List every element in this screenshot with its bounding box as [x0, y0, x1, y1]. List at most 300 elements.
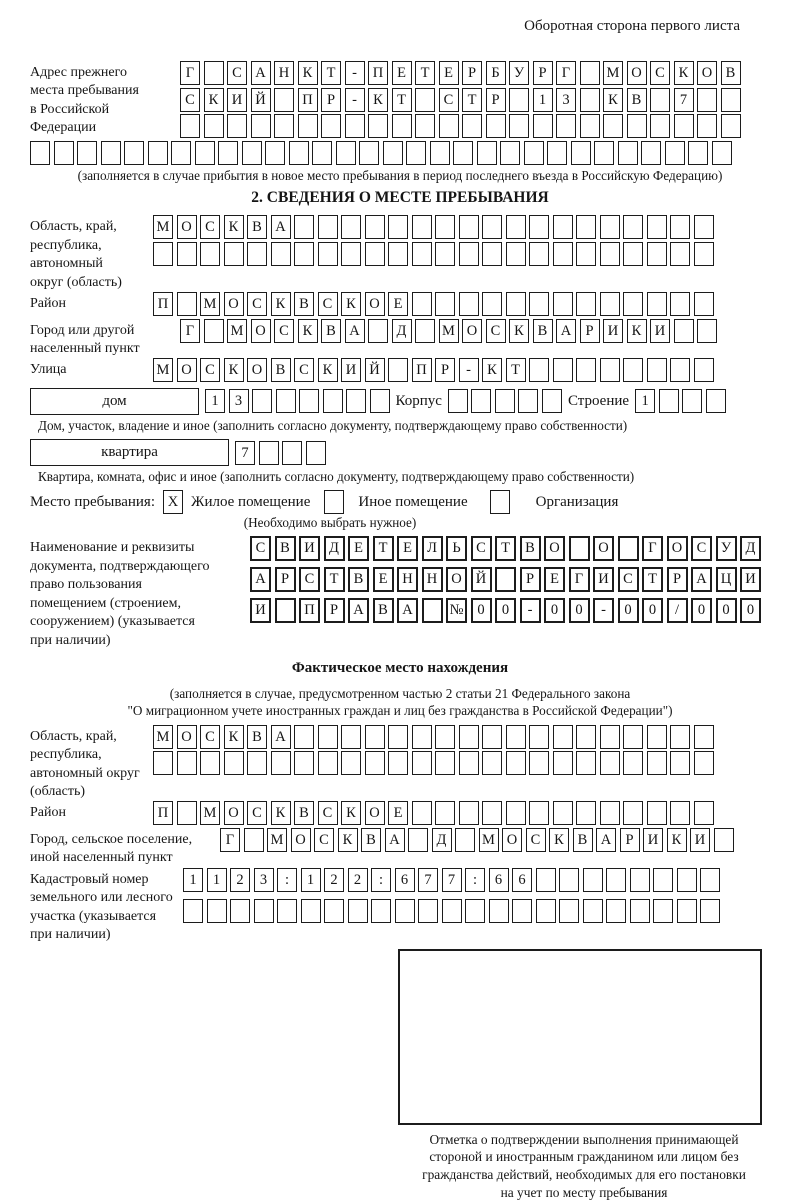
char-cell[interactable]: К	[509, 319, 529, 343]
char-cell[interactable]	[177, 751, 197, 775]
char-cell[interactable]: 7	[235, 441, 255, 465]
char-cell[interactable]: 0	[618, 598, 639, 623]
char-cell[interactable]: Е	[348, 536, 369, 561]
char-cell[interactable]	[580, 114, 600, 138]
char-cell[interactable]	[529, 292, 549, 316]
char-cell[interactable]	[674, 114, 694, 138]
char-cell[interactable]	[200, 751, 220, 775]
char-cell[interactable]	[412, 725, 432, 749]
char-cell[interactable]: Т	[506, 358, 526, 382]
char-cell[interactable]: О	[224, 801, 244, 825]
char-cell[interactable]	[571, 141, 591, 165]
char-cell[interactable]: 1	[205, 389, 225, 413]
char-cell[interactable]	[529, 242, 549, 266]
char-cell[interactable]	[618, 536, 639, 561]
char-cell[interactable]: В	[627, 88, 647, 112]
char-cell[interactable]	[623, 751, 643, 775]
char-cell[interactable]: Е	[397, 536, 418, 561]
char-cell[interactable]: -	[459, 358, 479, 382]
cadastre-row[interactable]	[183, 899, 720, 923]
char-cell[interactable]: Р	[324, 598, 345, 623]
char-cell[interactable]	[641, 141, 661, 165]
char-cell[interactable]: 6	[395, 868, 415, 892]
document-row[interactable]	[250, 536, 761, 561]
char-cell[interactable]	[459, 801, 479, 825]
char-cell[interactable]: В	[573, 828, 593, 852]
char-cell[interactable]	[677, 868, 697, 892]
char-cell[interactable]	[412, 215, 432, 239]
char-cell[interactable]: Е	[388, 292, 408, 316]
char-cell[interactable]: 1	[635, 389, 655, 413]
char-cell[interactable]	[600, 801, 620, 825]
char-cell[interactable]	[471, 389, 491, 413]
char-cell[interactable]: М	[267, 828, 287, 852]
char-cell[interactable]: 7	[442, 868, 462, 892]
char-cell[interactable]: О	[462, 319, 482, 343]
char-cell[interactable]	[318, 725, 338, 749]
char-cell[interactable]	[509, 114, 529, 138]
char-cell[interactable]	[694, 292, 714, 316]
char-cell[interactable]: С	[274, 319, 294, 343]
char-cell[interactable]	[495, 567, 516, 592]
char-cell[interactable]	[576, 358, 596, 382]
char-cell[interactable]	[569, 536, 590, 561]
char-cell[interactable]: 3	[229, 389, 249, 413]
char-cell[interactable]	[553, 242, 573, 266]
char-cell[interactable]	[435, 242, 455, 266]
char-cell[interactable]	[482, 751, 502, 775]
char-cell[interactable]: Т	[392, 88, 412, 112]
char-cell[interactable]	[442, 899, 462, 923]
char-cell[interactable]: Е	[439, 61, 459, 85]
street-row[interactable]	[153, 358, 714, 382]
char-cell[interactable]	[506, 801, 526, 825]
char-cell[interactable]: С	[200, 215, 220, 239]
char-cell[interactable]: /	[667, 598, 688, 623]
char-cell[interactable]: Е	[388, 801, 408, 825]
char-cell[interactable]: К	[224, 725, 244, 749]
char-cell[interactable]	[647, 751, 667, 775]
char-cell[interactable]	[618, 141, 638, 165]
char-cell[interactable]: С	[200, 358, 220, 382]
char-cell[interactable]	[647, 358, 667, 382]
char-cell[interactable]: М	[227, 319, 247, 343]
char-cell[interactable]: :	[465, 868, 485, 892]
char-cell[interactable]	[623, 292, 643, 316]
char-cell[interactable]	[341, 242, 361, 266]
char-cell[interactable]: 2	[348, 868, 368, 892]
char-cell[interactable]	[323, 389, 343, 413]
char-cell[interactable]	[180, 114, 200, 138]
prev-address-row[interactable]	[180, 61, 741, 85]
char-cell[interactable]	[388, 242, 408, 266]
char-cell[interactable]	[677, 899, 697, 923]
char-cell[interactable]	[224, 242, 244, 266]
char-cell[interactable]: О	[247, 358, 267, 382]
char-cell[interactable]: В	[271, 358, 291, 382]
char-cell[interactable]	[694, 242, 714, 266]
char-cell[interactable]	[482, 725, 502, 749]
char-cell[interactable]	[594, 141, 614, 165]
document-row[interactable]	[250, 598, 761, 623]
char-cell[interactable]: 3	[556, 88, 576, 112]
char-cell[interactable]: С	[318, 292, 338, 316]
actual-region-row[interactable]	[153, 751, 714, 775]
char-cell[interactable]	[195, 141, 215, 165]
char-cell[interactable]	[346, 389, 366, 413]
char-cell[interactable]: Р	[533, 61, 553, 85]
char-cell[interactable]	[259, 441, 279, 465]
char-cell[interactable]	[627, 114, 647, 138]
char-cell[interactable]: К	[204, 88, 224, 112]
char-cell[interactable]: В	[321, 319, 341, 343]
char-cell[interactable]	[294, 751, 314, 775]
stay-type-checkbox-residential[interactable]: X	[163, 490, 183, 514]
char-cell[interactable]	[252, 389, 272, 413]
char-cell[interactable]	[647, 292, 667, 316]
char-cell[interactable]	[218, 141, 238, 165]
char-cell[interactable]	[204, 61, 224, 85]
char-cell[interactable]	[576, 801, 596, 825]
char-cell[interactable]	[623, 725, 643, 749]
char-cell[interactable]	[518, 389, 538, 413]
char-cell[interactable]	[365, 215, 385, 239]
stroenie-cells[interactable]	[635, 389, 726, 413]
char-cell[interactable]	[418, 899, 438, 923]
char-cell[interactable]: С	[650, 61, 670, 85]
char-cell[interactable]	[600, 751, 620, 775]
char-cell[interactable]	[435, 751, 455, 775]
char-cell[interactable]	[670, 801, 690, 825]
char-cell[interactable]: -	[345, 88, 365, 112]
char-cell[interactable]: С	[486, 319, 506, 343]
char-cell[interactable]	[623, 358, 643, 382]
char-cell[interactable]: К	[224, 215, 244, 239]
char-cell[interactable]	[77, 141, 97, 165]
char-cell[interactable]: -	[520, 598, 541, 623]
char-cell[interactable]	[459, 751, 479, 775]
char-cell[interactable]	[459, 242, 479, 266]
char-cell[interactable]: В	[520, 536, 541, 561]
char-cell[interactable]	[697, 319, 717, 343]
char-cell[interactable]	[512, 899, 532, 923]
char-cell[interactable]	[600, 358, 620, 382]
char-cell[interactable]	[148, 141, 168, 165]
char-cell[interactable]	[282, 441, 302, 465]
char-cell[interactable]: Д	[392, 319, 412, 343]
char-cell[interactable]: 3	[254, 868, 274, 892]
char-cell[interactable]	[580, 61, 600, 85]
char-cell[interactable]: А	[251, 61, 271, 85]
char-cell[interactable]	[482, 801, 502, 825]
char-cell[interactable]	[606, 899, 626, 923]
char-cell[interactable]: К	[271, 801, 291, 825]
char-cell[interactable]: Р	[435, 358, 455, 382]
char-cell[interactable]	[289, 141, 309, 165]
char-cell[interactable]	[670, 215, 690, 239]
char-cell[interactable]: А	[397, 598, 418, 623]
char-cell[interactable]	[600, 215, 620, 239]
char-cell[interactable]	[459, 292, 479, 316]
char-cell[interactable]: С	[691, 536, 712, 561]
char-cell[interactable]	[694, 215, 714, 239]
char-cell[interactable]: П	[153, 292, 173, 316]
char-cell[interactable]	[448, 389, 468, 413]
char-cell[interactable]	[341, 751, 361, 775]
char-cell[interactable]: К	[318, 358, 338, 382]
char-cell[interactable]: В	[275, 536, 296, 561]
char-cell[interactable]: О	[544, 536, 565, 561]
char-cell[interactable]: А	[271, 215, 291, 239]
char-cell[interactable]	[415, 88, 435, 112]
char-cell[interactable]: Т	[495, 536, 516, 561]
char-cell[interactable]: Г	[569, 567, 590, 592]
char-cell[interactable]: И	[603, 319, 623, 343]
char-cell[interactable]	[536, 899, 556, 923]
char-cell[interactable]	[623, 242, 643, 266]
char-cell[interactable]	[153, 751, 173, 775]
char-cell[interactable]	[580, 88, 600, 112]
char-cell[interactable]	[556, 114, 576, 138]
char-cell[interactable]	[306, 441, 326, 465]
char-cell[interactable]	[659, 389, 679, 413]
char-cell[interactable]: Р	[462, 61, 482, 85]
region-row[interactable]	[153, 215, 714, 239]
char-cell[interactable]	[665, 141, 685, 165]
char-cell[interactable]: Е	[373, 567, 394, 592]
char-cell[interactable]: В	[533, 319, 553, 343]
char-cell[interactable]: :	[277, 868, 297, 892]
char-cell[interactable]	[207, 899, 227, 923]
char-cell[interactable]	[700, 868, 720, 892]
char-cell[interactable]: О	[627, 61, 647, 85]
char-cell[interactable]: О	[177, 725, 197, 749]
char-cell[interactable]	[486, 114, 506, 138]
char-cell[interactable]	[388, 751, 408, 775]
char-cell[interactable]	[383, 141, 403, 165]
char-cell[interactable]	[559, 899, 579, 923]
char-cell[interactable]: Г	[180, 61, 200, 85]
char-cell[interactable]: О	[177, 215, 197, 239]
char-cell[interactable]	[721, 88, 741, 112]
char-cell[interactable]: Т	[462, 88, 482, 112]
char-cell[interactable]: М	[153, 725, 173, 749]
char-cell[interactable]	[439, 114, 459, 138]
char-cell[interactable]	[647, 801, 667, 825]
char-cell[interactable]: В	[361, 828, 381, 852]
char-cell[interactable]	[465, 899, 485, 923]
char-cell[interactable]	[647, 242, 667, 266]
char-cell[interactable]	[688, 141, 708, 165]
char-cell[interactable]	[124, 141, 144, 165]
char-cell[interactable]: А	[271, 725, 291, 749]
char-cell[interactable]: В	[294, 292, 314, 316]
korpus-cells[interactable]	[448, 389, 562, 413]
char-cell[interactable]: В	[373, 598, 394, 623]
city-row[interactable]	[180, 319, 717, 343]
char-cell[interactable]: Й	[251, 88, 271, 112]
char-cell[interactable]	[529, 725, 549, 749]
char-cell[interactable]	[204, 319, 224, 343]
actual-district-row[interactable]	[153, 801, 714, 825]
char-cell[interactable]	[647, 725, 667, 749]
char-cell[interactable]	[230, 899, 250, 923]
char-cell[interactable]	[576, 215, 596, 239]
char-cell[interactable]: П	[298, 88, 318, 112]
char-cell[interactable]: 1	[183, 868, 203, 892]
char-cell[interactable]: Е	[392, 61, 412, 85]
char-cell[interactable]	[371, 899, 391, 923]
char-cell[interactable]: О	[177, 358, 197, 382]
char-cell[interactable]	[459, 215, 479, 239]
char-cell[interactable]	[670, 725, 690, 749]
char-cell[interactable]: С	[247, 801, 267, 825]
char-cell[interactable]	[422, 598, 443, 623]
char-cell[interactable]	[365, 751, 385, 775]
char-cell[interactable]: С	[526, 828, 546, 852]
char-cell[interactable]	[650, 88, 670, 112]
char-cell[interactable]	[712, 141, 732, 165]
char-cell[interactable]	[529, 801, 549, 825]
char-cell[interactable]	[653, 868, 673, 892]
char-cell[interactable]: Г	[556, 61, 576, 85]
char-cell[interactable]: К	[482, 358, 502, 382]
prev-address-row[interactable]	[180, 114, 741, 138]
char-cell[interactable]	[553, 725, 573, 749]
char-cell[interactable]: 0	[740, 598, 761, 623]
char-cell[interactable]	[204, 114, 224, 138]
char-cell[interactable]: Й	[471, 567, 492, 592]
char-cell[interactable]: П	[153, 801, 173, 825]
char-cell[interactable]: И	[593, 567, 614, 592]
char-cell[interactable]: Р	[620, 828, 640, 852]
char-cell[interactable]	[623, 215, 643, 239]
char-cell[interactable]	[30, 141, 50, 165]
char-cell[interactable]: О	[365, 292, 385, 316]
char-cell[interactable]	[370, 389, 390, 413]
char-cell[interactable]	[682, 389, 702, 413]
char-cell[interactable]: А	[250, 567, 271, 592]
char-cell[interactable]	[312, 141, 332, 165]
char-cell[interactable]: И	[690, 828, 710, 852]
char-cell[interactable]: 1	[533, 88, 553, 112]
char-cell[interactable]: К	[271, 292, 291, 316]
char-cell[interactable]: И	[341, 358, 361, 382]
char-cell[interactable]	[406, 141, 426, 165]
char-cell[interactable]	[653, 899, 673, 923]
char-cell[interactable]: К	[224, 358, 244, 382]
char-cell[interactable]: Т	[373, 536, 394, 561]
char-cell[interactable]	[359, 141, 379, 165]
char-cell[interactable]: У	[716, 536, 737, 561]
char-cell[interactable]: И	[299, 536, 320, 561]
char-cell[interactable]	[506, 242, 526, 266]
char-cell[interactable]: Б	[486, 61, 506, 85]
char-cell[interactable]: Н	[397, 567, 418, 592]
char-cell[interactable]: В	[348, 567, 369, 592]
char-cell[interactable]	[506, 215, 526, 239]
char-cell[interactable]	[183, 899, 203, 923]
char-cell[interactable]: О	[697, 61, 717, 85]
char-cell[interactable]: -	[345, 61, 365, 85]
char-cell[interactable]	[275, 598, 296, 623]
char-cell[interactable]	[603, 114, 623, 138]
char-cell[interactable]	[265, 141, 285, 165]
char-cell[interactable]: 0	[691, 598, 712, 623]
char-cell[interactable]	[430, 141, 450, 165]
char-cell[interactable]	[529, 751, 549, 775]
char-cell[interactable]: С	[200, 725, 220, 749]
char-cell[interactable]	[294, 242, 314, 266]
char-cell[interactable]: Р	[486, 88, 506, 112]
char-cell[interactable]	[324, 899, 344, 923]
char-cell[interactable]: 0	[495, 598, 516, 623]
char-cell[interactable]: В	[721, 61, 741, 85]
char-cell[interactable]	[600, 292, 620, 316]
char-cell[interactable]: С	[318, 801, 338, 825]
actual-city-row[interactable]	[220, 828, 734, 852]
char-cell[interactable]	[553, 801, 573, 825]
char-cell[interactable]: Н	[274, 61, 294, 85]
char-cell[interactable]: П	[412, 358, 432, 382]
char-cell[interactable]	[435, 215, 455, 239]
char-cell[interactable]: К	[298, 61, 318, 85]
char-cell[interactable]: М	[439, 319, 459, 343]
char-cell[interactable]: О	[251, 319, 271, 343]
char-cell[interactable]: Н	[422, 567, 443, 592]
char-cell[interactable]	[547, 141, 567, 165]
char-cell[interactable]: П	[368, 61, 388, 85]
char-cell[interactable]	[576, 242, 596, 266]
char-cell[interactable]: К	[368, 88, 388, 112]
char-cell[interactable]: И	[643, 828, 663, 852]
char-cell[interactable]	[341, 725, 361, 749]
char-cell[interactable]	[694, 725, 714, 749]
char-cell[interactable]: С	[618, 567, 639, 592]
char-cell[interactable]: Е	[544, 567, 565, 592]
char-cell[interactable]	[714, 828, 734, 852]
char-cell[interactable]: О	[291, 828, 311, 852]
char-cell[interactable]	[600, 725, 620, 749]
char-cell[interactable]	[553, 751, 573, 775]
char-cell[interactable]	[294, 725, 314, 749]
char-cell[interactable]: К	[674, 61, 694, 85]
char-cell[interactable]: М	[603, 61, 623, 85]
char-cell[interactable]: Г	[180, 319, 200, 343]
char-cell[interactable]: Р	[321, 88, 341, 112]
char-cell[interactable]	[630, 868, 650, 892]
char-cell[interactable]	[244, 828, 264, 852]
char-cell[interactable]: О	[593, 536, 614, 561]
char-cell[interactable]: Г	[642, 536, 663, 561]
char-cell[interactable]	[247, 751, 267, 775]
char-cell[interactable]: 6	[489, 868, 509, 892]
char-cell[interactable]: 6	[512, 868, 532, 892]
char-cell[interactable]	[721, 114, 741, 138]
char-cell[interactable]: М	[200, 801, 220, 825]
char-cell[interactable]	[177, 242, 197, 266]
char-cell[interactable]: 2	[230, 868, 250, 892]
char-cell[interactable]	[171, 141, 191, 165]
char-cell[interactable]: А	[345, 319, 365, 343]
char-cell[interactable]	[345, 114, 365, 138]
char-cell[interactable]: 7	[418, 868, 438, 892]
char-cell[interactable]: К	[341, 292, 361, 316]
char-cell[interactable]	[524, 141, 544, 165]
char-cell[interactable]	[700, 899, 720, 923]
char-cell[interactable]	[294, 215, 314, 239]
char-cell[interactable]: 2	[324, 868, 344, 892]
